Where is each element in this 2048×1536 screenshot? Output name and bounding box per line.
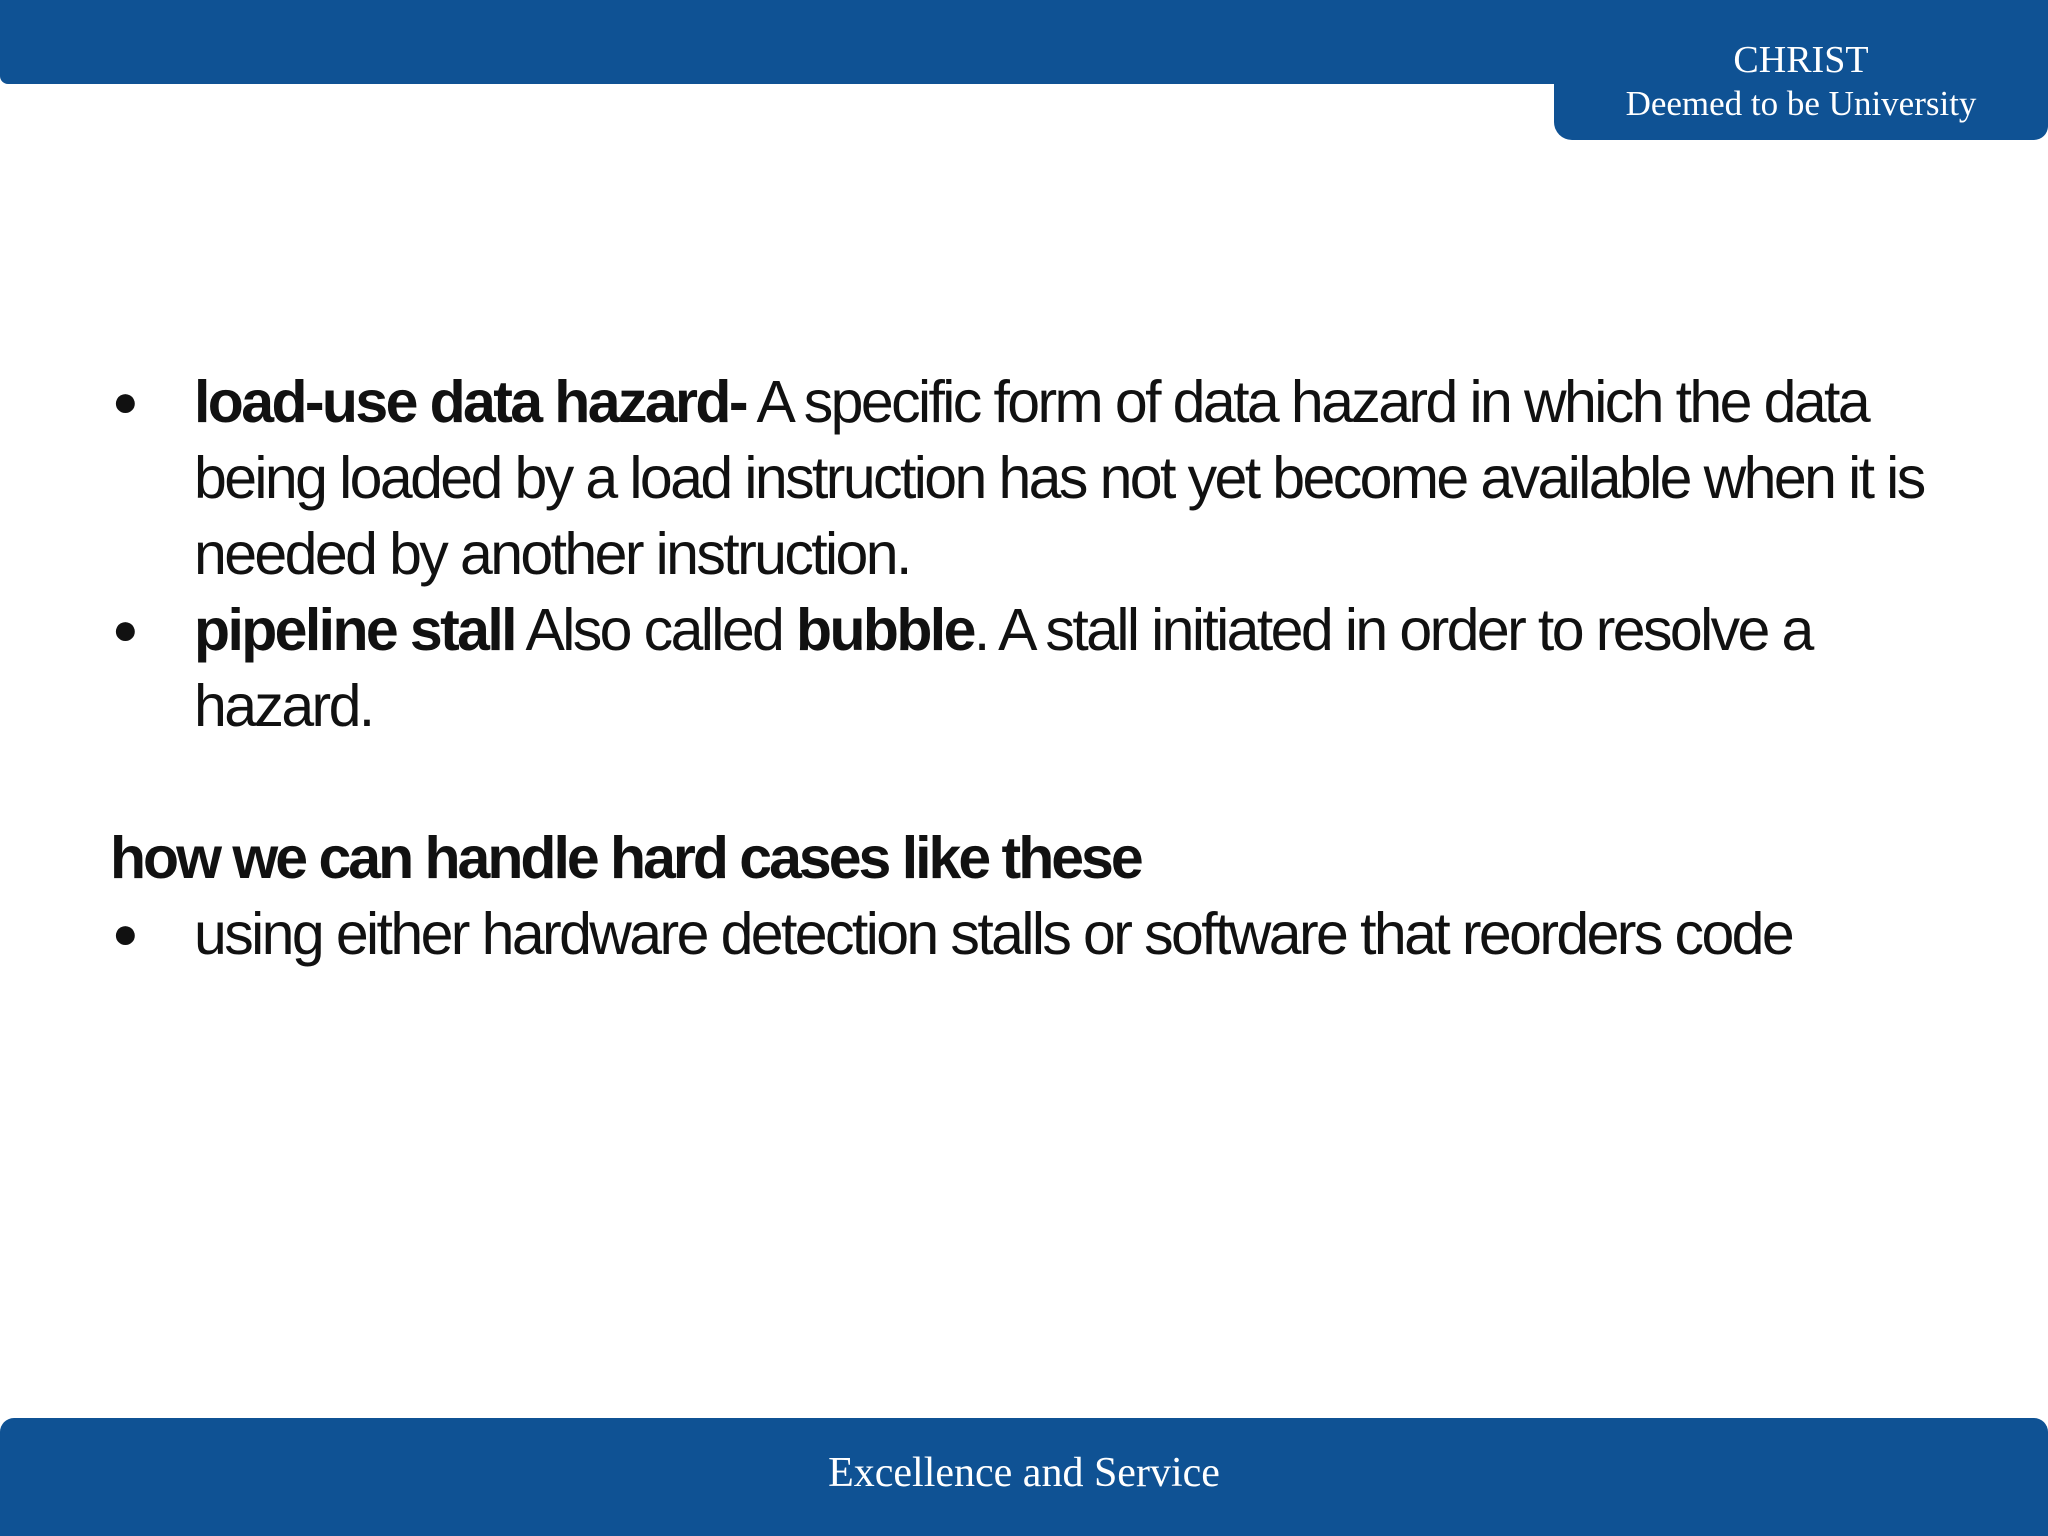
term-load-use-data-hazard: load-use data hazard- <box>194 369 746 435</box>
bullet-icon: ● <box>112 377 139 426</box>
institution-name: CHRIST <box>1733 39 1869 81</box>
handling-method-text: using either hardware detection stalls or software that reorders code <box>194 901 1793 967</box>
definition-text-part: Also called <box>514 597 797 663</box>
slide-content <box>110 364 1990 972</box>
section-heading: how we can handle hard cases like these <box>110 825 1141 891</box>
definition-pipeline-stall <box>110 592 1990 744</box>
definition-text: A specific form of data hazard in which the data being loaded by a load instruction has not yet become available when it is needed by another instruction. <box>194 369 1924 587</box>
institution-subtitle: Deemed to be University <box>1625 84 1977 123</box>
term-bubble: bubble <box>796 597 974 663</box>
handling-method-item <box>110 896 1990 972</box>
bullet-icon: ● <box>112 605 139 654</box>
term-pipeline-stall: pipeline stall <box>194 597 515 663</box>
definition-load-use-hazard <box>110 364 1990 592</box>
definition-text-part: . A stall initiated in order to resolve a hazard. <box>194 597 1812 739</box>
institution-brand <box>1554 0 2048 140</box>
bullet-icon: ● <box>112 909 139 958</box>
footer-bar <box>0 1418 2048 1536</box>
footer-motto: Excellence and Service <box>828 1450 1220 1496</box>
